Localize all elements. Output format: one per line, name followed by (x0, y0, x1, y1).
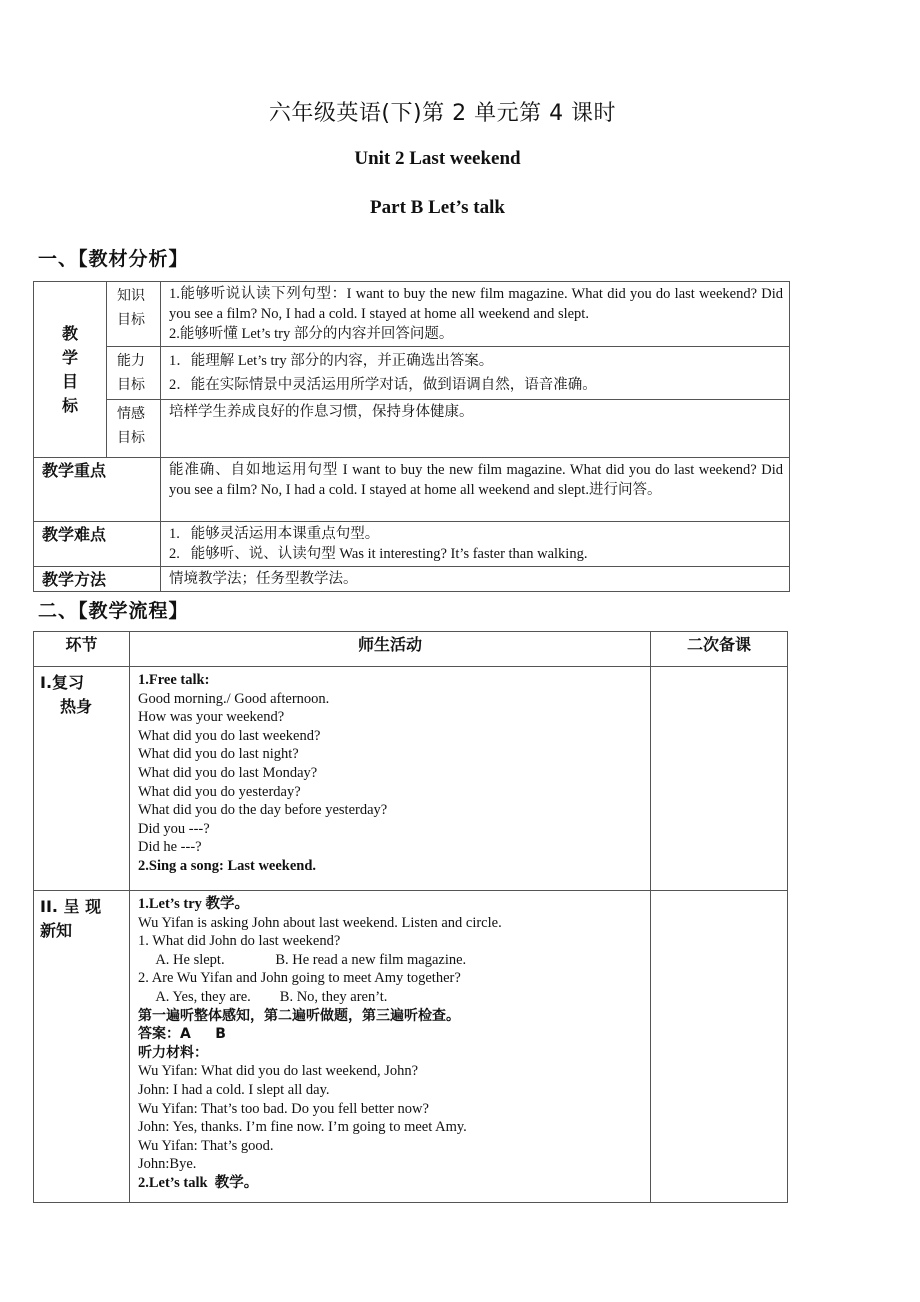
stage-row-review (34, 667, 788, 891)
stage-label-line: 新知 (40, 921, 73, 940)
stage-label-review (34, 667, 130, 891)
activity-line: Wu Yifan is asking John about last weekend. Listen and circle. (138, 914, 502, 931)
difficulties-row (34, 522, 790, 567)
notes-presentation[interactable] (651, 891, 788, 1203)
activity-line: Wu Yifan: What did you do last weekend, John? (138, 1063, 419, 1080)
activity-line: What did you do last Monday? (138, 764, 318, 781)
methods-content (161, 567, 790, 592)
difficulties-content (161, 522, 790, 567)
emotion-goal-label (107, 400, 161, 458)
label-line: 目标 (117, 377, 145, 393)
label-line: 目标 (117, 312, 145, 328)
label-line: 情感 (117, 406, 145, 422)
label-line: 能力 (117, 353, 145, 369)
activity-line: A. Yes, they are. B. No, they aren’t. (138, 988, 388, 1005)
column-header-notes: 二次备课 (651, 632, 788, 667)
label-line: 目标 (117, 430, 145, 446)
column-header-stage: 环节 (34, 632, 130, 667)
goal-row-ability (34, 347, 790, 400)
column-header-activities: 师生活动 (130, 632, 651, 667)
content-line: 培样学生养成良好的作息习惯，保持身体健康。 (169, 404, 474, 420)
goals-label-char: 学 (61, 347, 78, 367)
section-heading-process: 二、【教学流程】 (38, 600, 189, 622)
goals-label-char: 目 (61, 371, 78, 391)
activity-line: John: I had a cold. I slept all day. (138, 1081, 330, 1098)
content-line: 2.能够听懂 Let’s try 部分的内容并回答问题。 (169, 326, 454, 342)
content-line: 情境教学法；任务型教学法。 (169, 571, 358, 587)
content-line: 2．能在实际情景中灵活运用所学对话，做到语调自然，语音准确。 (169, 377, 597, 393)
content-line: 能准确、自如地运用句型 I want to buy the new film magazine. What did you do last weekend? Did you see a film? No, I had a cold. I stayed at home all weekend and slept.进行问答。 (169, 462, 783, 498)
activity-line: What did you do yesterday? (138, 783, 301, 800)
activity-line: 1.Let’s try 教学。 (138, 896, 250, 912)
stage-row-presentation (34, 891, 788, 1203)
activities-presentation (130, 891, 651, 1203)
activity-line: What did you do last weekend? (138, 727, 321, 744)
goals-label-char: 标 (61, 395, 78, 415)
key-points-label: 教学重点 (34, 458, 161, 522)
content-line: 1．能理解 Let’s try 部分的内容，并正确选出答案。 (169, 353, 494, 369)
activity-line: How was your weekend? (138, 709, 285, 726)
activity-line: 1. What did John do last weekend? (138, 933, 341, 950)
activity-line: John:Bye. (138, 1156, 197, 1173)
activity-line: 2.Sing a song: Last weekend. (138, 857, 317, 874)
activity-line: 听力材料： (138, 1044, 208, 1061)
teaching-goals-label (34, 282, 107, 458)
activity-line: 答案：A B (138, 1026, 226, 1043)
activity-line: Good morning./ Good afternoon. (138, 690, 330, 707)
section-heading-analysis: 一、【教材分析】 (38, 248, 189, 270)
activity-line: 1.Free talk: (138, 672, 210, 688)
process-table (33, 631, 788, 1203)
activity-line: 2.Let’s talk 教学。 (138, 1174, 259, 1191)
activity-line: John: Yes, thanks. I’m fine now. I’m going to meet Amy. (138, 1119, 467, 1136)
activity-line: What did you do last night? (138, 746, 299, 763)
stage-label-presentation (34, 891, 130, 1203)
ability-goal-label (107, 347, 161, 400)
part-title: Part B Let’s talk (370, 197, 505, 218)
activities-review (130, 667, 651, 891)
key-points-row (34, 458, 790, 522)
unit-title: Unit 2 Last weekend (354, 148, 521, 169)
activity-line: Wu Yifan: That’s good. (138, 1137, 274, 1154)
analysis-table (33, 281, 790, 592)
activity-line: Did he ---? (138, 839, 202, 856)
knowledge-goal-content (161, 282, 790, 347)
stage-label-line: 热身 (60, 697, 93, 716)
knowledge-goal-label (107, 282, 161, 347)
content-line: 1. 能够灵活运用本课重点句型。 (169, 526, 380, 542)
emotion-goal-content (161, 400, 790, 458)
ability-goal-content (161, 347, 790, 400)
process-header-row (34, 632, 788, 667)
methods-row (34, 567, 790, 592)
activity-line: Did you ---? (138, 820, 210, 837)
content-line: 1.能够听说认读下列句型：I want to buy the new film magazine. What did you do last weekend? Did you see a film? No, I had a cold. I stayed at home all weekend and slept. (169, 286, 783, 322)
stage-label-line: I.复习 (40, 673, 85, 692)
content-line: 2. 能够听、说、认读句型 Was it interesting? It’s faster than walking. (169, 546, 588, 562)
key-points-content (161, 458, 790, 522)
notes-review[interactable] (651, 667, 788, 891)
label-line: 知识 (117, 288, 145, 304)
page-title: 六年级英语(下)第 2 单元第 4 课时 (268, 101, 617, 126)
difficulties-label: 教学难点 (34, 522, 161, 567)
goals-label-char: 教 (61, 323, 78, 343)
goal-row-knowledge (34, 282, 790, 347)
stage-label-line: II. 呈 现 (40, 897, 102, 916)
methods-label: 教学方法 (34, 567, 161, 592)
activity-line: A. He slept. B. He read a new film magazine. (138, 951, 467, 968)
activity-line: What did you do the day before yesterday? (138, 802, 388, 819)
goal-row-emotion (34, 400, 790, 458)
activity-line: 第一遍听整体感知，第二遍听做题，第三遍听检查。 (138, 1007, 460, 1024)
activity-line: 2. Are Wu Yifan and John going to meet Amy together? (138, 970, 461, 987)
activity-line: Wu Yifan: That’s too bad. Do you fell better now? (138, 1100, 429, 1117)
